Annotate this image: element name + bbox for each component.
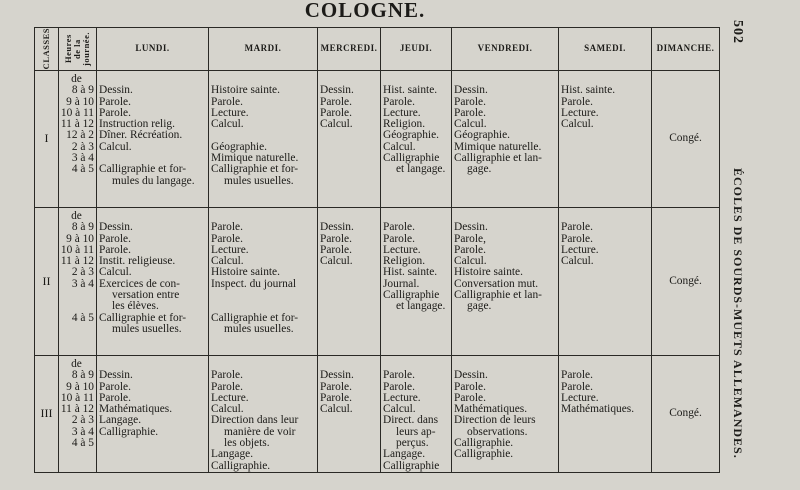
hour-slot: 2 à 3 [71, 266, 94, 279]
jeudi-cell [381, 356, 452, 473]
subject-entry: Calcul. [383, 403, 416, 416]
subject-entry: Direction dans leur [211, 414, 299, 427]
samedi-cell [559, 356, 652, 473]
hour-slot: de [71, 73, 82, 85]
subject-entry: Dessin. [99, 221, 133, 234]
hour-slot: 9 à 10 [66, 232, 94, 245]
class-label: I [35, 71, 59, 208]
subject-entry: Parole, [454, 232, 486, 245]
subject-entry: Calcul. [320, 118, 353, 131]
hour-slot: 4 à 5 [71, 311, 94, 324]
mercredi-cell [318, 208, 381, 356]
subject-entry: Mimique naturelle. [454, 140, 542, 153]
mercredi-cell [318, 356, 381, 473]
subject-entry: Lecture. [211, 106, 249, 119]
header-heures: Heures de la journée. [59, 28, 97, 71]
subject-entry: Géographie. [211, 140, 267, 153]
header-dimanche: DIMANCHE. [652, 28, 720, 71]
subject-entry: Calcul. [99, 140, 132, 153]
subject-entry: Lecture. [561, 243, 599, 256]
subject-entry: Dessin. [320, 221, 354, 234]
subject-entry: Parole. [99, 232, 131, 245]
class-label: III [35, 356, 59, 473]
subject-entry: Dessin. [454, 84, 488, 97]
subject-entry: mules usuelles. [224, 322, 294, 335]
subject-entry: Calcul. [320, 403, 353, 416]
subject-entry: Parole. [454, 380, 486, 393]
subject-entry: Parole. [454, 106, 486, 119]
subject-entry: Calcul. [454, 118, 487, 131]
subject-entry: Religion. [383, 255, 426, 268]
subject-entry: Calcul. [320, 255, 353, 268]
subject-entry: Parole. [99, 380, 131, 393]
subject-entry: Inspect. du journal [211, 277, 297, 290]
subject-entry: Calligraphie [383, 289, 440, 302]
subject-entry: Parole. [211, 369, 243, 382]
subject-entry: Religion. [383, 118, 426, 131]
subject-entry: Mathématiques. [561, 403, 635, 416]
subject-entry: Calligraphie et for- [211, 163, 299, 176]
subject-entry: Parole. [320, 232, 352, 245]
page-number: 502 [730, 20, 745, 44]
subject-entry: Journal. [383, 277, 420, 290]
lundi-cell [97, 356, 209, 473]
vendredi-cell [452, 71, 559, 208]
subject-entry: Calligraphie et lan- [454, 152, 542, 165]
subject-entry: Dessin. [99, 369, 133, 382]
dimanche-cell: Congé. [652, 208, 720, 356]
class-row [35, 208, 720, 356]
subject-entry: Parole. [99, 391, 131, 404]
subject-entry: Langage. [99, 414, 142, 427]
subject-entry: Langage. [383, 448, 426, 461]
subject-entry: perçus. [396, 437, 429, 450]
hour-slot: 11 à 12 [60, 255, 94, 268]
subject-entry: versation entre [112, 289, 180, 302]
subject-entry: Parole. [99, 106, 131, 119]
header-vendredi: VENDREDI. [452, 28, 559, 71]
subject-entry: Parole. [320, 243, 352, 256]
subject-entry: Lecture. [561, 106, 599, 119]
subject-entry: Lecture. [383, 106, 421, 119]
subject-entry: Parole. [454, 95, 486, 108]
subject-entry: Lecture. [211, 243, 249, 256]
page-title: COLOGNE. [304, 0, 426, 22]
subject-entry: Dessin. [454, 369, 488, 382]
subject-entry: Calligraphie et for- [99, 163, 187, 176]
subject-entry: Parole. [99, 95, 131, 108]
header-samedi: SAMEDI. [559, 28, 652, 71]
subject-entry: Dessin. [454, 221, 488, 234]
hour-slot: 2 à 3 [71, 140, 94, 153]
hour-slot: 4 à 5 [71, 437, 94, 450]
subject-entry: Mathématiques. [99, 403, 173, 416]
hour-slot: 10 à 11 [60, 106, 94, 119]
hour-slot: 3 à 4 [71, 152, 94, 165]
subject-entry: gage. [467, 300, 492, 313]
hours-cell [59, 71, 97, 208]
subject-entry: Parole. [383, 221, 415, 234]
hour-slot [59, 290, 94, 301]
dimanche-cell: Congé. [652, 356, 720, 473]
subject-entry: mules du langage. [112, 174, 195, 187]
header-mardi: MARDI. [209, 28, 318, 71]
subject-entry: Calligraphie. [454, 448, 514, 461]
subject-entry: Calligraphie. [211, 459, 271, 472]
mardi-cell [209, 356, 318, 473]
jeudi-cell [381, 71, 452, 208]
mercredi-cell [318, 71, 381, 208]
subject-entry: Instruction relig. [99, 118, 175, 131]
subject-entry: Parole. [320, 106, 352, 119]
subject-entry: Parole. [561, 95, 593, 108]
mardi-cell [209, 208, 318, 356]
subject-entry: manière de voir [224, 425, 296, 438]
subject-entry: Parole. [454, 391, 486, 404]
samedi-cell [559, 208, 652, 356]
subject-entry: Calcul. [383, 140, 416, 153]
subject-entry: Calcul. [99, 266, 132, 279]
subject-entry: Calcul. [454, 255, 487, 268]
subject-entry: Mimique naturelle. [211, 152, 299, 165]
subject-entry: Histoire sainte. [454, 266, 523, 279]
subject-entry: Calcul. [211, 403, 244, 416]
subject-entry: Hist. sainte. [561, 84, 616, 97]
hour-slot: 3 à 4 [71, 277, 94, 290]
subject-entry: observations. [467, 425, 528, 438]
subject-entry: Conversation mut. [454, 277, 539, 290]
subject-entry: mules usuelles. [112, 322, 182, 335]
subject-entry: Mathématiques. [454, 403, 528, 416]
hours-cell [59, 208, 97, 356]
subject-entry: Parole. [211, 95, 243, 108]
hour-slot: 9 à 10 [66, 95, 94, 108]
schedule-table [34, 27, 720, 473]
subject-entry: Calcul. [561, 118, 594, 131]
running-heading: ÉCOLES DE SOURDS-MUETS ALLEMANDES. [731, 168, 745, 459]
subject-entry: Direction de leurs [454, 414, 536, 427]
header-row [35, 28, 720, 71]
hour-slot: 11 à 12 [60, 118, 94, 131]
hour-slot: 8 à 9 [71, 221, 94, 234]
subject-entry: Calligraphie [383, 152, 440, 165]
hour-slot: 11 à 12 [60, 403, 94, 416]
subject-entry: et langage. [396, 300, 446, 313]
subject-entry: Parole. [383, 369, 415, 382]
header-lundi: LUNDI. [97, 28, 209, 71]
subject-entry: Parole. [561, 380, 593, 393]
hour-slot: 4 à 5 [71, 163, 94, 176]
subject-entry: Calcul. [561, 255, 594, 268]
subject-entry: Parole. [561, 232, 593, 245]
subject-entry: Parole. [211, 232, 243, 245]
hour-slot: 12 à 2 [66, 129, 94, 142]
hour-slot: 2 à 3 [71, 414, 94, 427]
hour-slot: 8 à 9 [71, 369, 94, 382]
subject-entry: Histoire sainte. [211, 84, 280, 97]
subject-entry: Parole. [454, 243, 486, 256]
subject-entry: Dessin. [320, 84, 354, 97]
subject-entry [211, 290, 315, 301]
hour-slot: 10 à 11 [60, 391, 94, 404]
hour-slot [59, 301, 94, 312]
subject-entry: Lecture. [383, 243, 421, 256]
hour-slot: 10 à 11 [60, 243, 94, 256]
subject-entry: Géographie. [383, 129, 439, 142]
subject-entry: Parole. [561, 369, 593, 382]
class-row [35, 71, 720, 208]
subject-entry: les objets. [224, 437, 270, 450]
vendredi-cell [452, 356, 559, 473]
subject-entry: Parole. [383, 232, 415, 245]
hour-slot: de [71, 210, 82, 222]
subject-entry: Histoire sainte. [211, 266, 280, 279]
subject-entry: Exercices de con- [99, 277, 180, 290]
header-mercredi: MERCREDI. [318, 28, 381, 71]
subject-entry: Dîner. Récréation. [99, 129, 183, 142]
subject-entry: Lecture. [211, 391, 249, 404]
hour-slot: 8 à 9 [71, 84, 94, 97]
subject-entry: Direct. dans [383, 414, 439, 427]
subject-entry: Calligraphie et for- [211, 311, 299, 324]
subject-entry: Lecture. [561, 391, 599, 404]
subject-entry: gage. [467, 163, 492, 176]
subject-entry: Parole. [99, 243, 131, 256]
subject-entry: mules usuelles. [224, 174, 294, 187]
header-jeudi: JEUDI. [381, 28, 452, 71]
subject-entry: Lecture. [383, 391, 421, 404]
subject-entry: Parole. [383, 95, 415, 108]
subject-entry: Parole. [211, 380, 243, 393]
subject-entry [211, 301, 315, 312]
subject-entry: et langage. [396, 163, 446, 176]
subject-entry: les élèves. [112, 300, 159, 313]
subject-entry: Calcul. [211, 118, 244, 131]
subject-entry: leurs ap- [396, 425, 436, 438]
hour-slot: de [71, 358, 82, 370]
lundi-cell [97, 71, 209, 208]
subject-entry: Parole. [320, 380, 352, 393]
hour-slot: 3 à 4 [71, 425, 94, 438]
hour-slot: 9 à 10 [66, 380, 94, 393]
subject-entry: Calcul. [211, 255, 244, 268]
subject-entry: Géographie. [454, 129, 510, 142]
samedi-cell [559, 71, 652, 208]
subject-entry: Parole. [320, 391, 352, 404]
subject-entry: Dessin. [320, 369, 354, 382]
subject-entry: Hist. sainte. [383, 84, 438, 97]
hours-cell [59, 356, 97, 473]
subject-entry: Parole. [320, 95, 352, 108]
subject-entry: Parole. [561, 221, 593, 234]
vendredi-cell [452, 208, 559, 356]
subject-entry: Langage. [211, 448, 254, 461]
subject-entry: Calligraphie et lan- [454, 289, 542, 302]
subject-entry: Parole. [211, 221, 243, 234]
subject-entry: Dessin. [99, 84, 133, 97]
jeudi-cell [381, 208, 452, 356]
subject-entry: Calligraphie [383, 459, 440, 472]
header-classes: CLASSES [35, 28, 59, 71]
subject-entry: Calligraphie et for- [99, 311, 187, 324]
mardi-cell [209, 71, 318, 208]
subject-entry: Calligraphie. [99, 425, 159, 438]
class-row [35, 356, 720, 473]
subject-entry: Calligraphie. [454, 437, 514, 450]
subject-entry: Hist. sainte. [383, 266, 438, 279]
subject-entry: Parole. [383, 380, 415, 393]
lundi-cell [97, 208, 209, 356]
class-label: II [35, 208, 59, 356]
subject-entry: Instit. religieuse. [99, 255, 176, 268]
dimanche-cell: Congé. [652, 71, 720, 208]
